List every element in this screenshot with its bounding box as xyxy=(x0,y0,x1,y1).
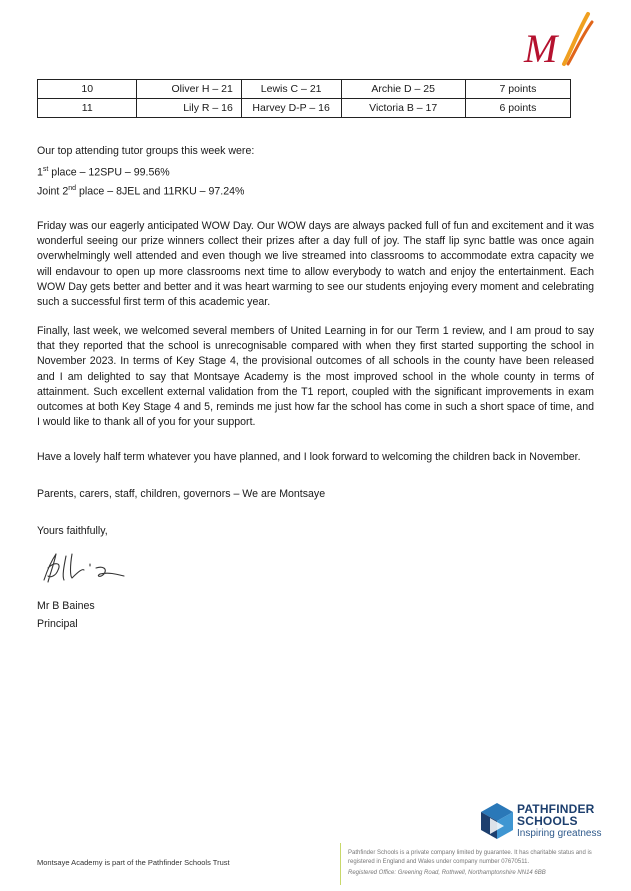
table-cell: Lewis C – 21 xyxy=(241,80,341,99)
second-place-suffix: nd xyxy=(68,185,77,192)
table-cell: Harvey D-P – 16 xyxy=(241,99,341,118)
second-place-prefix: Joint 2 xyxy=(37,185,69,198)
half-term-paragraph: Have a lovely half term whatever you have planned, and I look forward to welcoming the children back in November. xyxy=(37,451,581,463)
signatory-name: Mr B Baines xyxy=(37,600,95,612)
table-cell: Lily R – 16 xyxy=(137,99,241,118)
table-cell: Archie D – 25 xyxy=(341,80,465,99)
table-cell: Victoria B – 17 xyxy=(341,99,465,118)
pathfinder-name xyxy=(517,803,595,827)
table-cell: 6 points xyxy=(465,99,570,118)
pathfinder-cube-icon xyxy=(480,802,514,840)
pathfinder-name-line1: PATHFINDER xyxy=(517,802,595,816)
table-row xyxy=(38,99,571,118)
attendance-intro: Our top attending tutor groups this week were: xyxy=(37,145,255,157)
attendance-first-place xyxy=(37,162,170,181)
table-cell: 7 points xyxy=(465,80,570,99)
table-cell: Oliver H – 21 xyxy=(137,80,241,99)
footer-divider xyxy=(340,843,341,885)
trust-note: Montsaye Academy is part of the Pathfinder Schools Trust xyxy=(37,858,230,867)
montsaye-logo xyxy=(520,8,600,68)
table-cell: 10 xyxy=(38,80,137,99)
wow-day-paragraph: Friday was our eagerly anticipated WOW Day. Our WOW days are always packed full of fun and excitement and it was wonderful seeing our prize winners collect their prizes after a day full of joy. The staff lip sync battle was once again overwhelmingly well attended and even though we live streamed into classrooms to accommodate extra capacity we will endavour to open up more classrooms next time to allow everybody to watch and enjoy the entertainment. Each WOW Day gets better and better and it was heart warming to see our students enjoying every moment and celebrating such a successful first term of this academic year. xyxy=(37,220,594,309)
pathfinder-tagline: Inspiring greatness xyxy=(517,828,602,839)
attendance-second-place xyxy=(37,181,244,200)
second-place-text: place – 8JEL and 11RKU – 97.24% xyxy=(76,185,245,198)
registered-office: Registered Office: Greening Road, Rothwell, Northamptonshire NN14 6BB xyxy=(348,870,546,876)
winners-table xyxy=(37,79,571,118)
table-row xyxy=(38,80,571,99)
first-place-suffix: st xyxy=(42,166,49,173)
motto-line: Parents, carers, staff, children, governors – We are Montsaye xyxy=(37,488,326,500)
legal-text: Pathfinder Schools is a private company limited by guarantee. It has charitable status and is registered in England and Wales under company number 07670511. xyxy=(348,850,592,865)
table-cell: 11 xyxy=(38,99,137,118)
closing-line: Yours faithfully, xyxy=(37,525,108,537)
svg-text:M: M xyxy=(524,26,558,68)
signature xyxy=(38,546,130,586)
first-place-text: place – 12SPU – 99.56% xyxy=(48,166,170,179)
first-place-number: 1 xyxy=(37,166,43,179)
signatory-title: Principal xyxy=(37,618,78,630)
review-paragraph: Finally, last week, we welcomed several members of United Learning in for our Term 1 review, and I am proud to say that they reported that the school is unrecognisable compared with when they first started supporting the school in November 2023. In terms of Key Stage 4, the provisional outcomes of all schools in the county have been released and I am delighted to say that Montsaye Academy is the most improved school in the whole county in terms of attainment. Such excellent external validation from the T1 report, coupled with the significant improvements in exam outcomes at both Key Stage 4 and 5, reminds me just how far the school has come in such a short space of time, and I would like to thank all of you for your support. xyxy=(37,325,594,429)
pathfinder-name-line2: SCHOOLS xyxy=(517,814,578,828)
